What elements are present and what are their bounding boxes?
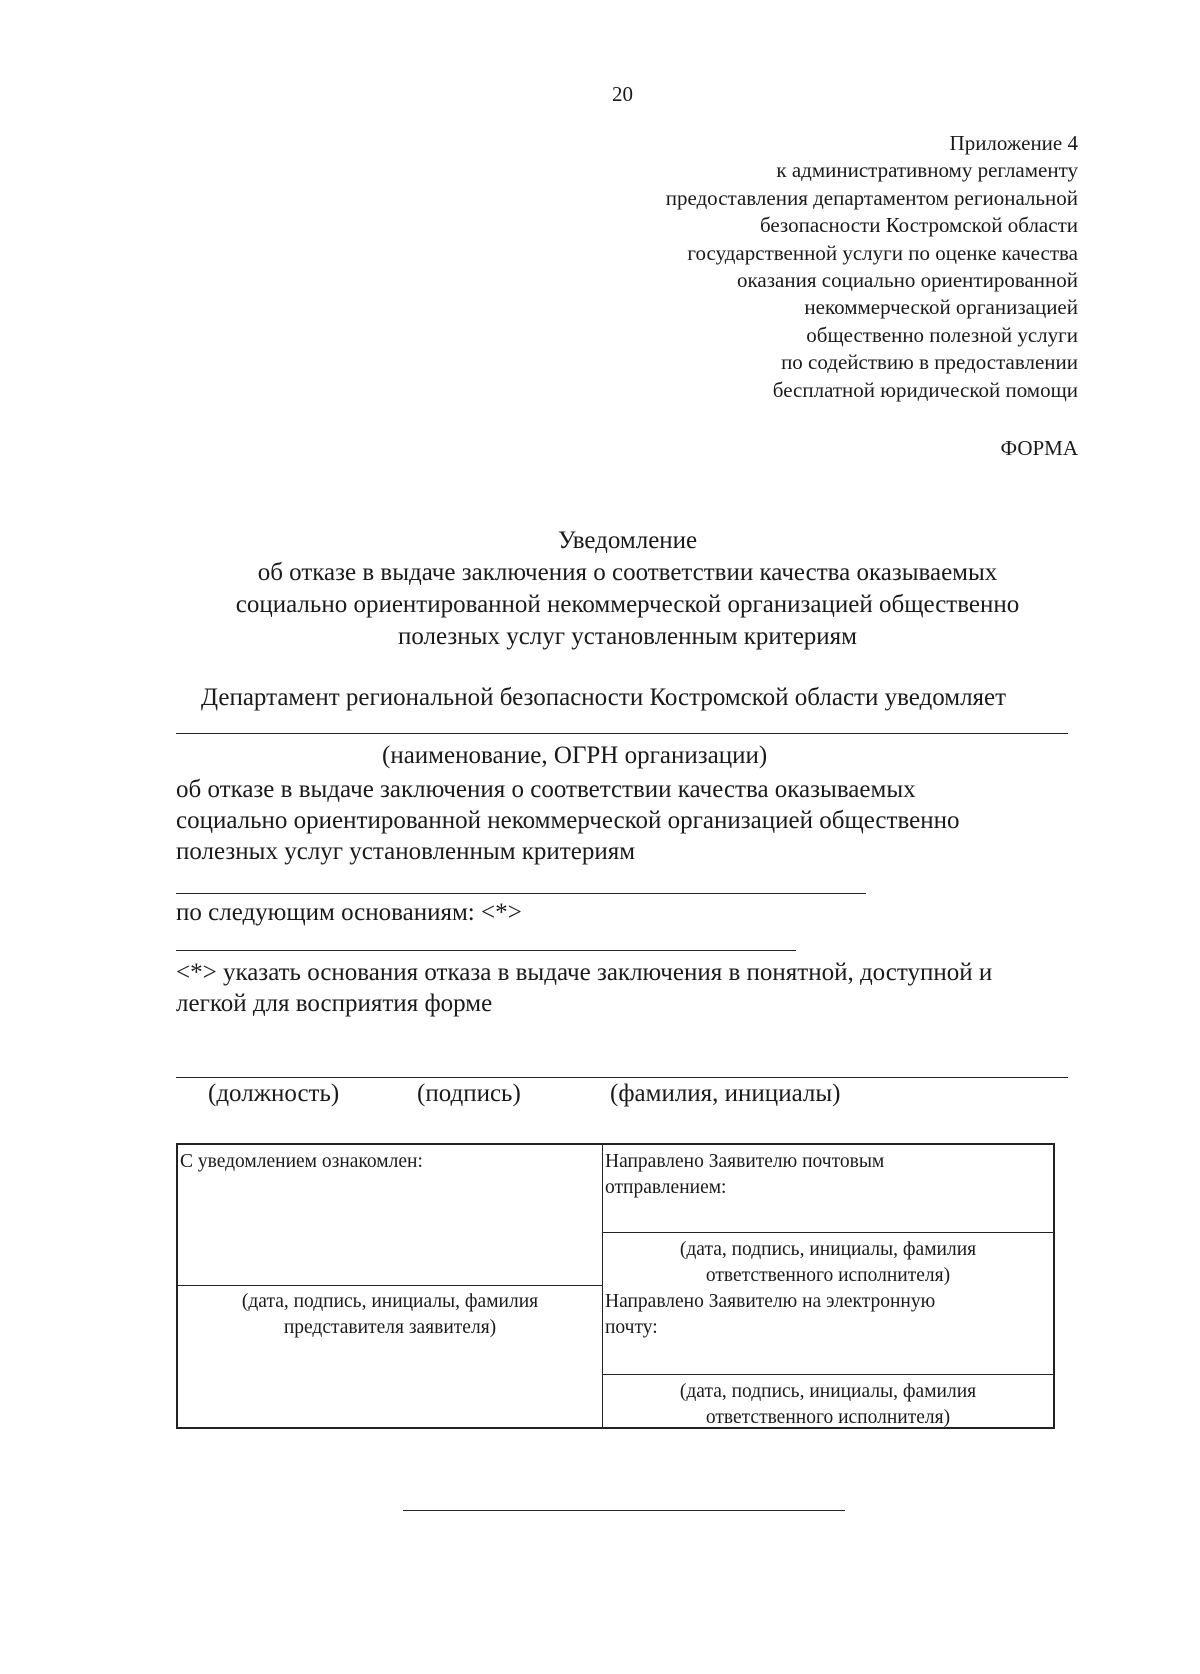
acknowledged-block[interactable] <box>178 1145 602 1175</box>
footnote-line: легкой для восприятия форме <box>176 990 493 1017</box>
name-caption: (фамилия, инициалы) <box>610 1080 841 1107</box>
email-caption <box>603 1375 1053 1431</box>
caption-line: представителя заявителя) <box>283 1317 497 1338</box>
signature-fill-line[interactable] <box>176 1077 1068 1078</box>
org-caption: (наименование, ОГРН организации) <box>382 742 768 769</box>
post-caption <box>603 1233 1053 1289</box>
caption-line: ответственного исполнителя) <box>705 1407 951 1428</box>
title-line: социально ориентированной некоммерческой организацией общественно <box>235 591 1020 618</box>
refusal-line: об отказе в выдаче заключения о соответствии качества оказываемых <box>176 776 916 803</box>
grounds-fill-line[interactable] <box>176 950 796 951</box>
title-line: полезных услуг установленным критериям <box>397 623 858 650</box>
grounds-line: по следующим основаниям: <*> <box>176 899 522 926</box>
position-caption: (должность) <box>208 1080 340 1107</box>
appendix-line: некоммерческой организацией <box>804 295 1078 320</box>
refusal-line: полезных услуг установленным критериям <box>176 838 636 865</box>
appendix-line: государственной услуги по оценке качества <box>687 240 1078 265</box>
email-delivery-line: Направлено Заявителю на электронную <box>605 1291 936 1312</box>
appendix-line: к административному регламенту <box>776 158 1078 183</box>
acknowledged-caption <box>178 1286 602 1341</box>
appendix-header <box>666 130 1078 404</box>
page-number: 20 <box>612 82 633 106</box>
form-label: ФОРМА <box>1000 436 1078 460</box>
footer-divider <box>403 1510 845 1511</box>
title-heading: Уведомление <box>557 527 698 554</box>
caption-line: ответственного исполнителя) <box>705 1265 951 1286</box>
email-delivery-block[interactable] <box>603 1285 1053 1341</box>
appendix-line: оказания социально ориентированной <box>737 268 1078 293</box>
post-delivery-line: Направлено Заявителю почтовым <box>605 1151 885 1172</box>
signature-caption: (подпись) <box>417 1080 521 1107</box>
email-delivery-line: почту: <box>605 1317 658 1338</box>
acknowledgement-table <box>176 1143 1055 1429</box>
appendix-line: по содействию в предоставлении <box>781 350 1078 375</box>
caption-line: (дата, подпись, инициалы, фамилия <box>241 1291 539 1312</box>
acknowledgement-cell <box>178 1145 603 1427</box>
notifies-line: Департамент региональной безопасности Костромской области уведомляет <box>201 684 1007 711</box>
appendix-line: общественно полезной услуги <box>806 322 1078 347</box>
footnote-line: <*> указать основания отказа в выдаче заключения в понятной, доступной и <box>176 959 993 986</box>
appendix-line: бесплатной юридической помощи <box>772 377 1078 402</box>
post-delivery-line: отправлением: <box>605 1177 727 1198</box>
post-delivery-block[interactable] <box>603 1145 1053 1201</box>
delivery-cell <box>603 1145 1053 1427</box>
appendix-line: Приложение 4 <box>949 131 1078 155</box>
title-line: об отказе в выдаче заключения о соответствии качества оказываемых <box>257 559 998 586</box>
org-name-fill-line[interactable] <box>176 733 1068 734</box>
caption-line: (дата, подпись, инициалы, фамилия <box>679 1239 977 1260</box>
refusal-line: социально ориентированной некоммерческой организацией общественно <box>176 807 960 834</box>
blank-fill-line[interactable] <box>176 893 866 894</box>
acknowledged-label: С уведомлением ознакомлен: <box>180 1151 423 1172</box>
document-title <box>0 525 1200 653</box>
caption-line: (дата, подпись, инициалы, фамилия <box>679 1381 977 1402</box>
appendix-line: безопасности Костромской области <box>759 213 1078 238</box>
appendix-line: предоставления департаментом региональной <box>665 185 1078 210</box>
